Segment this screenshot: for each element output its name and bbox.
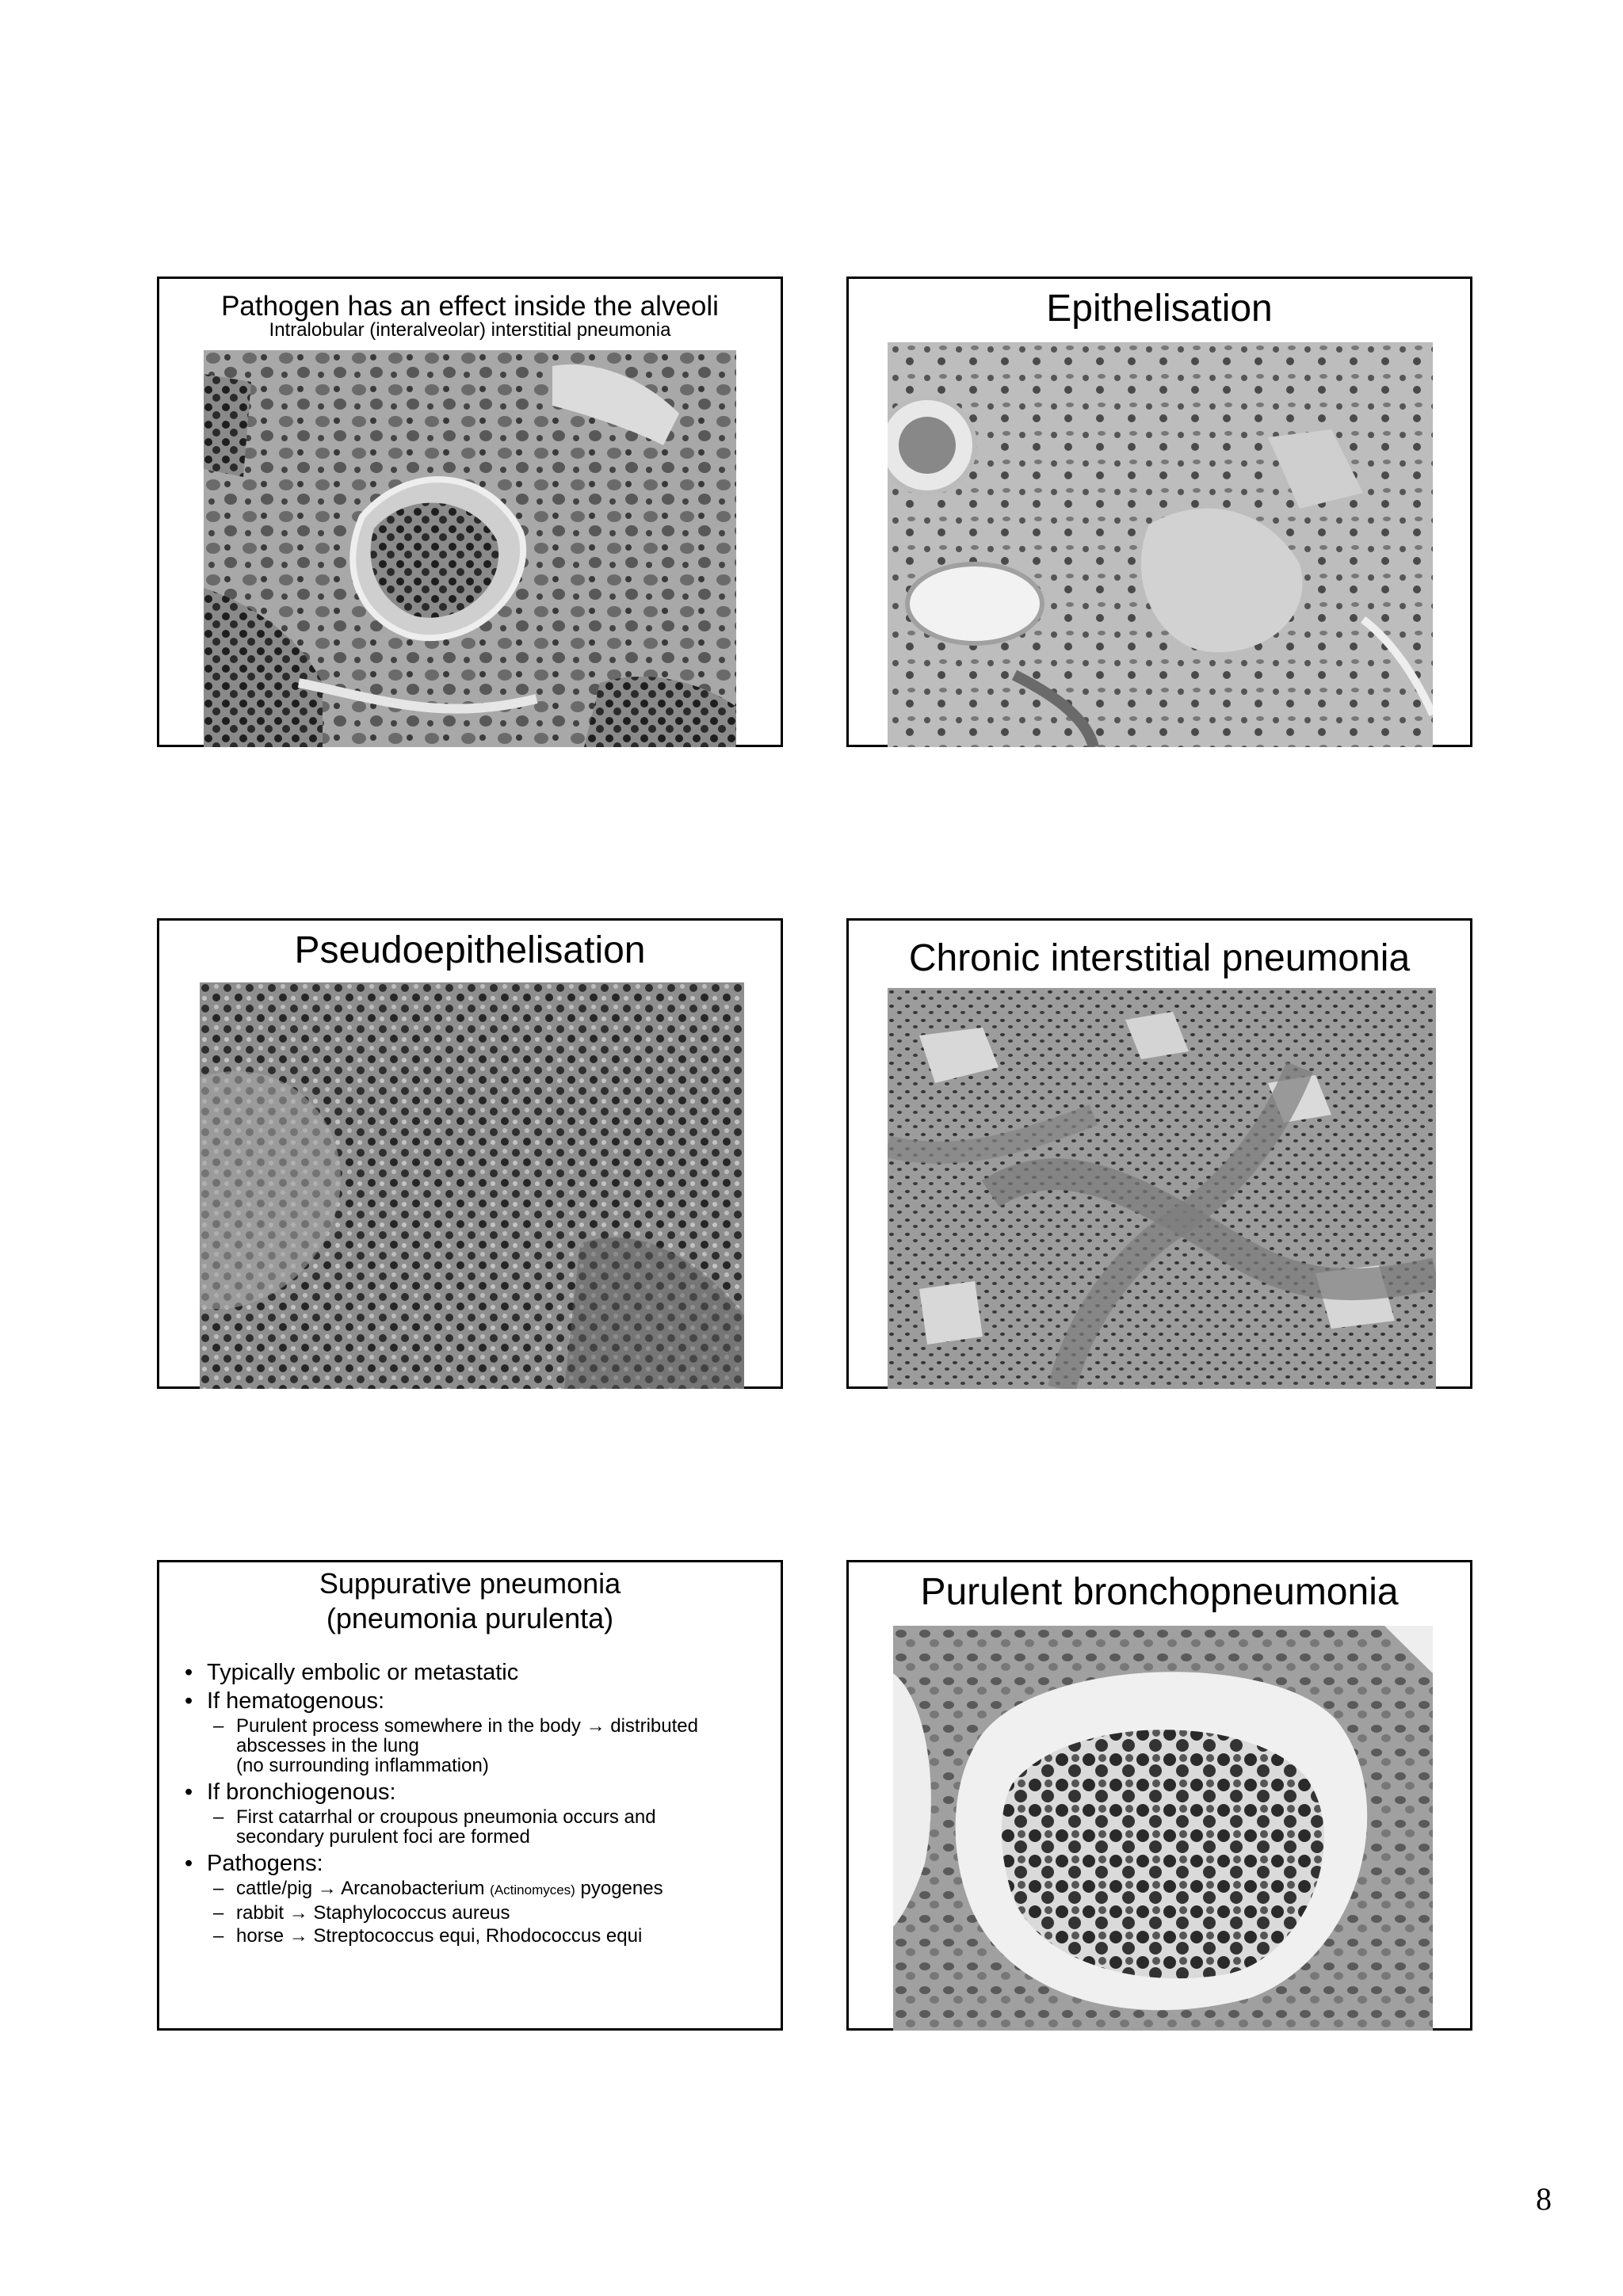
subbullet-horse: – horse → Streptococcus equi, Rhodococcus equi: [183, 1926, 757, 1946]
micrograph-pseudoepithelisation: [200, 982, 744, 1389]
slide-2: [846, 277, 1472, 747]
bullet-embolic: • Typically embolic or metastatic: [183, 1659, 757, 1686]
slide-5-title-line2: (pneumonia purulenta): [326, 1602, 614, 1634]
micrograph-alveoli: [204, 350, 736, 747]
slide-5: [157, 1560, 783, 2031]
bullet-hematogenous: • If hematogenous:: [183, 1688, 757, 1714]
subbullet-text: pyogenes: [575, 1878, 663, 1899]
micrograph-purulent-bronchopneumonia: [893, 1626, 1433, 2031]
subbullet-hematogenous: [183, 1716, 757, 1775]
slide-3-title: Pseudoepithelisation: [294, 929, 646, 971]
subbullet-line: – First catarrhal or croupous pneumonia occurs and: [236, 1806, 656, 1828]
slide-2-title: Epithelisation: [1046, 288, 1273, 330]
slide-6-title: Purulent bronchopneumonia: [920, 1571, 1399, 1613]
micrograph-chronic-interstitial: [888, 988, 1436, 1389]
subbullet-text: cattle/pig → Arcanobacterium: [236, 1878, 491, 1899]
bullet-bronchiogenous: • If bronchiogenous:: [183, 1779, 757, 1806]
slide-1: [157, 277, 783, 747]
slide-3: [157, 918, 783, 1389]
subbullet-line: secondary purulent foci are formed: [236, 1826, 530, 1848]
slide-5-bullet-list: [183, 1657, 757, 1949]
subbullet-line: abscesses in the lung: [236, 1735, 419, 1756]
bullet-pathogens: • Pathogens:: [183, 1850, 757, 1877]
slide-6: [846, 1560, 1472, 2031]
slide-4: [846, 918, 1472, 1389]
slide-1-title: Pathogen has an effect inside the alveoli: [221, 291, 719, 322]
subbullet-line: (no surrounding inflammation): [236, 1755, 489, 1776]
slide-5-title-line1: Suppurative pneumonia: [319, 1567, 621, 1600]
page-number: 8: [1536, 2181, 1552, 2217]
subbullet-small-text: (Actinomyces): [490, 1882, 575, 1897]
slide-1-subtitle: Intralobular (interalveolar) interstitial pneumonia: [269, 319, 671, 341]
subbullet-bronchiogenous: [183, 1807, 757, 1847]
subbullet-cattle-pig: [183, 1878, 757, 1900]
subbullet-line: – Purulent process somewhere in the body → distributed: [236, 1715, 698, 1737]
subbullet-rabbit: – rabbit → Staphylococcus aureus: [183, 1903, 757, 1923]
slide-4-title: Chronic interstitial pneumonia: [908, 937, 1411, 979]
micrograph-epithelisation: [888, 342, 1433, 747]
